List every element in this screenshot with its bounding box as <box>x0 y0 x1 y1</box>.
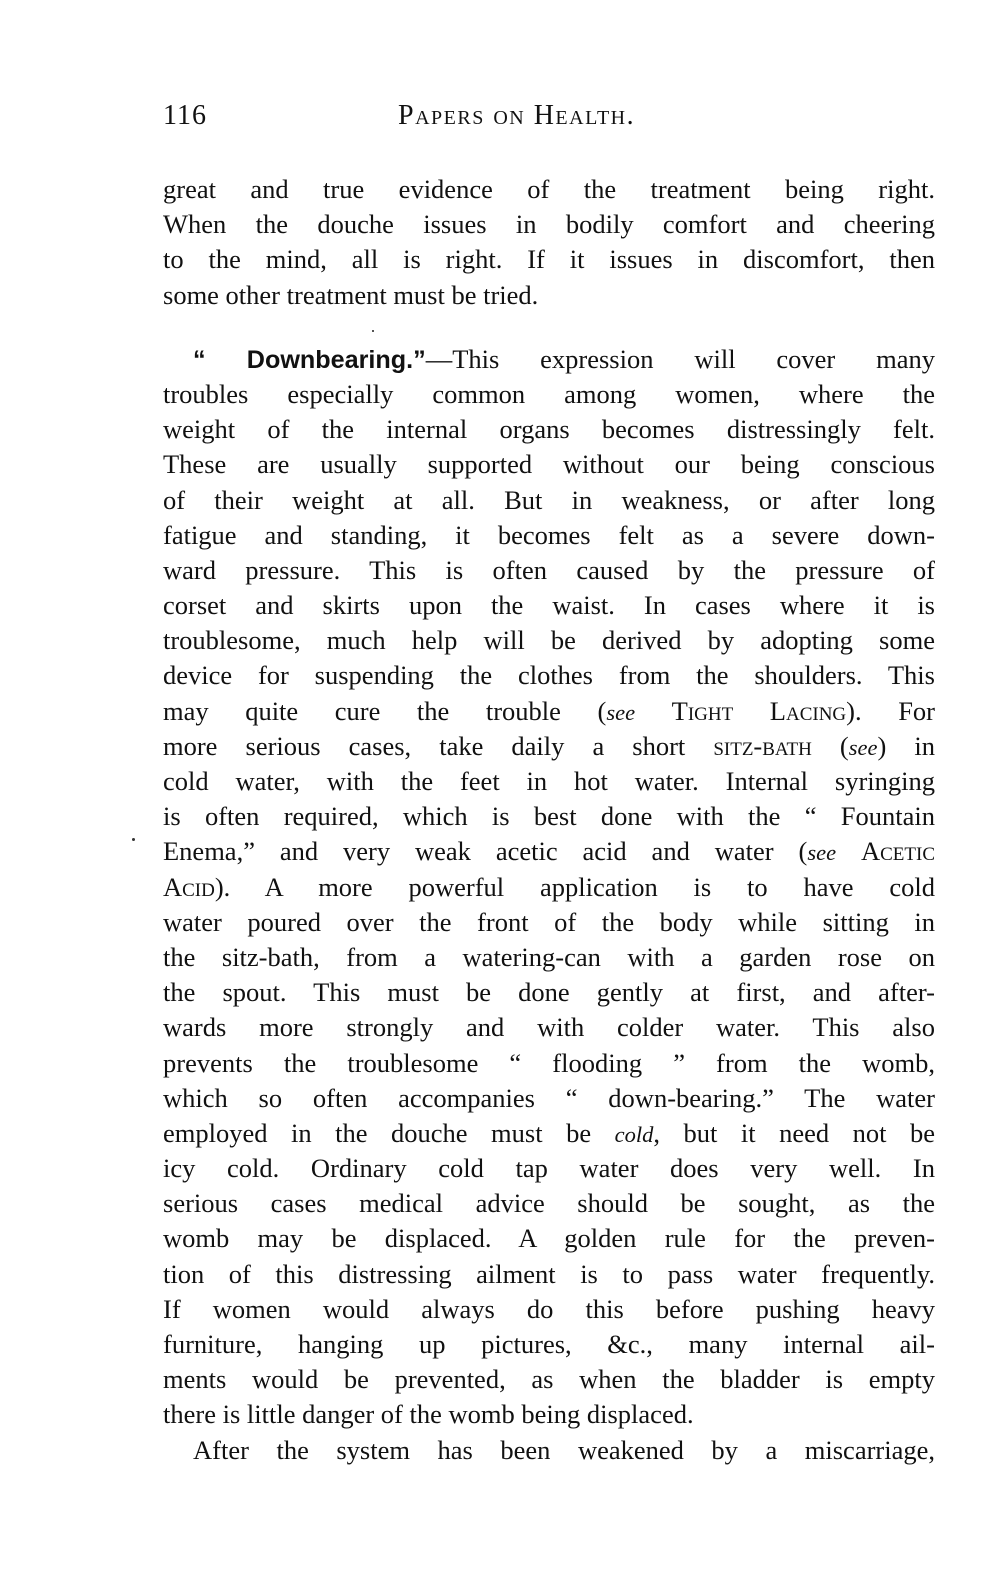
text-line <box>163 905 935 940</box>
text-line <box>163 1151 935 1186</box>
smallcap-text: sitz-bath <box>713 730 812 761</box>
print-speck <box>132 838 135 841</box>
text-line <box>163 623 935 658</box>
text-segment: prevents the troublesome “ flooding ” from the womb, <box>163 1047 935 1078</box>
paragraph-gap <box>163 313 935 342</box>
text-segment: furniture, hanging up pictures, &c., many internal ail- <box>163 1329 935 1359</box>
it-text: see <box>606 699 636 725</box>
text-segment: Enema,” and very weak acetic acid and water ( <box>163 836 808 867</box>
text-line <box>163 1221 935 1256</box>
text-segment: If women would always do this before pushing heavy <box>163 1293 935 1324</box>
text-segment: ( <box>811 730 849 761</box>
text-line <box>163 553 935 588</box>
paragraph <box>163 1433 935 1468</box>
it-text: see <box>807 840 837 866</box>
text-line <box>163 1081 935 1116</box>
text-line <box>163 1046 935 1081</box>
text-line <box>163 799 935 834</box>
text-line <box>163 834 935 869</box>
smallcap-text: Acetic <box>860 836 935 867</box>
text-segment: device for suspending the clothes from the shoulders. This <box>163 660 935 691</box>
text-line <box>163 940 935 975</box>
text-line <box>163 975 935 1010</box>
text-segment: ). A more powerful application is to have cold <box>214 871 935 902</box>
text-segment: ). For <box>846 695 936 726</box>
text-segment: more serious cases, take daily a short <box>163 730 714 761</box>
text-line <box>163 1362 935 1397</box>
text-segment: tion of this distressing ailment is to pass water frequently. <box>163 1258 935 1289</box>
text-segment: ) in <box>877 730 936 761</box>
text-line <box>163 870 935 905</box>
text-segment: —This expression will cover many <box>425 343 935 374</box>
page-number: 116 <box>163 100 207 131</box>
text-line <box>163 207 935 242</box>
text-line <box>163 694 935 729</box>
text-segment: is often required, which is best done with the “ Fountain <box>163 801 935 832</box>
text-line <box>163 518 935 553</box>
text-line <box>163 342 935 377</box>
text-line <box>163 1116 935 1151</box>
it-text: see <box>848 734 878 760</box>
text-line <box>163 412 935 447</box>
text-line <box>163 1186 935 1221</box>
text-segment: ments would be prevented, as when the bladder is empty <box>163 1364 935 1395</box>
text-segment: the sitz-bath, from a watering-can with a garden rose on <box>163 941 935 972</box>
it-text: cold <box>614 1121 654 1147</box>
text-line <box>163 447 935 482</box>
text-segment: employed in the douche must be <box>163 1117 615 1148</box>
text-line <box>163 377 935 412</box>
text-segment: the spout. This must be done gently at first, and after- <box>163 977 935 1008</box>
text-line <box>163 658 935 693</box>
text-segment: When the douche issues in bodily comfort and cheering <box>163 209 935 240</box>
text-segment: water poured over the front of the body while sitting in <box>163 906 935 937</box>
paragraph <box>163 172 935 313</box>
text-line <box>163 1257 935 1292</box>
smallcap-text: Tight Lacing <box>671 695 847 726</box>
text-segment: wards more strongly and with colder water. This also <box>163 1012 935 1043</box>
text-segment: serious cases medical advice should be sought, as the <box>163 1188 935 1219</box>
text-segment <box>836 836 861 866</box>
text-segment: there is little danger of the womb being displaced. <box>163 1399 694 1430</box>
text-segment: of their weight at all. But in weakness, or after long <box>163 484 935 515</box>
text-line <box>163 483 935 518</box>
text-segment: womb may be displaced. A golden rule for the preven- <box>163 1223 935 1254</box>
text-line <box>163 1397 935 1432</box>
text-line <box>163 588 935 623</box>
text-segment: may quite cure the trouble ( <box>163 695 607 726</box>
text-segment: icy cold. Ordinary cold tap water does very well. In <box>163 1153 935 1184</box>
text-line <box>163 172 935 207</box>
text-segment: cold water, with the feet in hot water. Internal syringing <box>163 766 935 796</box>
text-segment: some other treatment must be tried. <box>163 279 539 310</box>
text-segment: which so often accompanies “ down-bearing.” The water <box>163 1082 935 1113</box>
text-segment: These are usually supported without our being conscious <box>163 449 935 480</box>
text-segment: troublesome, much help will be derived by adopting some <box>163 625 935 656</box>
text-line <box>163 242 935 277</box>
page-body <box>163 172 935 1468</box>
text-segment: , but it need not be <box>653 1117 935 1148</box>
text-segment: corset and skirts upon the waist. In cases where it is <box>163 590 935 621</box>
text-segment: to the mind, all is right. If it issues in discomfort, then <box>163 244 935 275</box>
text-segment: ward pressure. This is often caused by the pressure of <box>163 554 935 585</box>
text-segment: weight of the internal organs becomes distressingly felt. <box>163 414 935 445</box>
text-segment <box>635 696 672 726</box>
text-segment: great and true evidence of the treatment being right. <box>163 174 935 204</box>
text-line <box>163 1292 935 1327</box>
text-line <box>163 1433 935 1468</box>
smallcap-text: Acid <box>163 871 215 902</box>
text-line <box>163 1327 935 1362</box>
text-segment: fatigue and standing, it becomes felt as a severe down- <box>163 519 935 550</box>
text-line <box>163 729 935 764</box>
page-header <box>163 100 935 140</box>
text-line <box>163 1010 935 1045</box>
text-line <box>163 278 935 313</box>
text-line <box>163 764 935 799</box>
text-segment: After the system has been weakened by a miscarriage, <box>193 1434 935 1465</box>
text-segment: troubles especially common among women, where the <box>163 378 935 409</box>
running-head: Papers on Health. <box>398 100 636 131</box>
bold-text: “ Downbearing.” <box>193 345 426 374</box>
paragraph <box>163 342 935 1433</box>
